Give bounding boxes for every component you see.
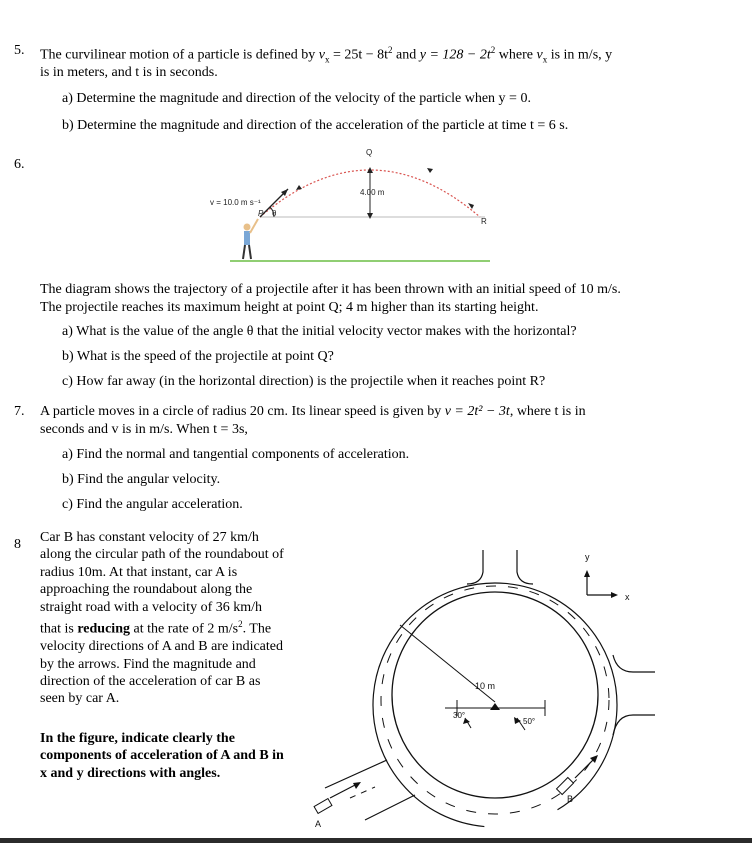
fig-x-label: x bbox=[625, 592, 630, 602]
fig-height-label: 4.00 m bbox=[360, 188, 385, 197]
top-road bbox=[467, 550, 483, 584]
q7-stem-line2: seconds and v is in m/s. When t = 3s, bbox=[40, 422, 248, 437]
q7-stem-line1: A particle moves in a circle of radius 20 cm. Its linear speed is given by v = 2t² − 3t, where t is in bbox=[40, 404, 586, 419]
fig-speed-label: v = 10.0 m s⁻¹ bbox=[210, 198, 261, 207]
q7-part-b: b) Find the angular velocity. bbox=[62, 472, 221, 487]
q7-number: 7. bbox=[14, 404, 25, 419]
car-b bbox=[557, 778, 574, 795]
q5-part-a: a) Determine the magnitude and direction of the velocity of the particle when y = 0. bbox=[62, 91, 531, 106]
fig-P-label: P bbox=[258, 209, 264, 218]
right-road bbox=[613, 655, 655, 672]
fig-angle30-label: 30° bbox=[453, 711, 466, 720]
q6-part-b: b) What is the speed of the projectile at point Q? bbox=[62, 349, 334, 364]
q6-number: 6. bbox=[14, 157, 25, 172]
projectile-diagram bbox=[200, 143, 500, 268]
q8-instruction: In the figure, indicate clearly the components of acceleration of A and B in x and y directions with angles. bbox=[40, 731, 284, 781]
roundabout-island bbox=[392, 592, 598, 798]
q8-number: 8 bbox=[14, 537, 21, 552]
q5-number: 5. bbox=[14, 43, 25, 58]
q6-para-line2: The projectile reaches its maximum height at point Q; 4 m higher than its starting height. bbox=[40, 300, 539, 315]
q8-paragraph: Car B has constant velocity of 27 km/h along the circular path of the roundabout of radius 10m. At that instant, car A is approaching the roundabout along the straight road with a velocity of 36 km/h that is reducing at the rate of 2 $m/s^2$. The velocity directions of A and B are indicated by the arrows. Find the magnitude and direction of the acceleration of car B as seen by car A. bbox=[40, 530, 284, 707]
q5-stem-line2: is in meters, and t is in seconds. bbox=[40, 65, 218, 80]
q5-part-b: b) Determine the magnitude and direction of the acceleration of the particle at time t = 6 s. bbox=[62, 118, 569, 133]
page-bottom-bar bbox=[0, 838, 752, 843]
q6-para-line1: The diagram shows the trajectory of a projectile after it has been thrown with an initial speed of 10 m/s. bbox=[40, 282, 621, 297]
q7-part-c: c) Find the angular acceleration. bbox=[62, 497, 243, 512]
fig-R-label: R bbox=[481, 217, 487, 226]
fig-Q-label: Q bbox=[366, 148, 373, 157]
fig-angle50-label: 50° bbox=[523, 717, 536, 726]
q6-part-a: a) What is the value of the angle θ that the initial velocity vector makes with the horizontal? bbox=[62, 324, 577, 339]
q5-stem-line1: The curvilinear motion of a particle is defined by $v_x = 25t - 8t^2$ and $y = 128 - 2t^2$ where $v_x$ is in m/s, y bbox=[40, 45, 613, 65]
q6-part-c: c) How far away (in the horizontal direction) is the projectile when it reaches point R? bbox=[62, 374, 546, 389]
fig-y-label: y bbox=[585, 552, 590, 562]
fig-theta-label: θ bbox=[272, 209, 277, 218]
car-a bbox=[314, 799, 332, 814]
q7-part-a: a) Find the normal and tangential components of acceleration. bbox=[62, 447, 410, 462]
car-a-arrow bbox=[330, 784, 357, 798]
fig-B-label: B bbox=[567, 794, 574, 804]
thrower-figure bbox=[243, 219, 258, 259]
roundabout-diagram bbox=[295, 540, 715, 832]
fig-A-label: A bbox=[315, 819, 322, 829]
fig-radius-label: 10 m bbox=[475, 681, 496, 691]
car-b-arrow bbox=[575, 758, 595, 778]
